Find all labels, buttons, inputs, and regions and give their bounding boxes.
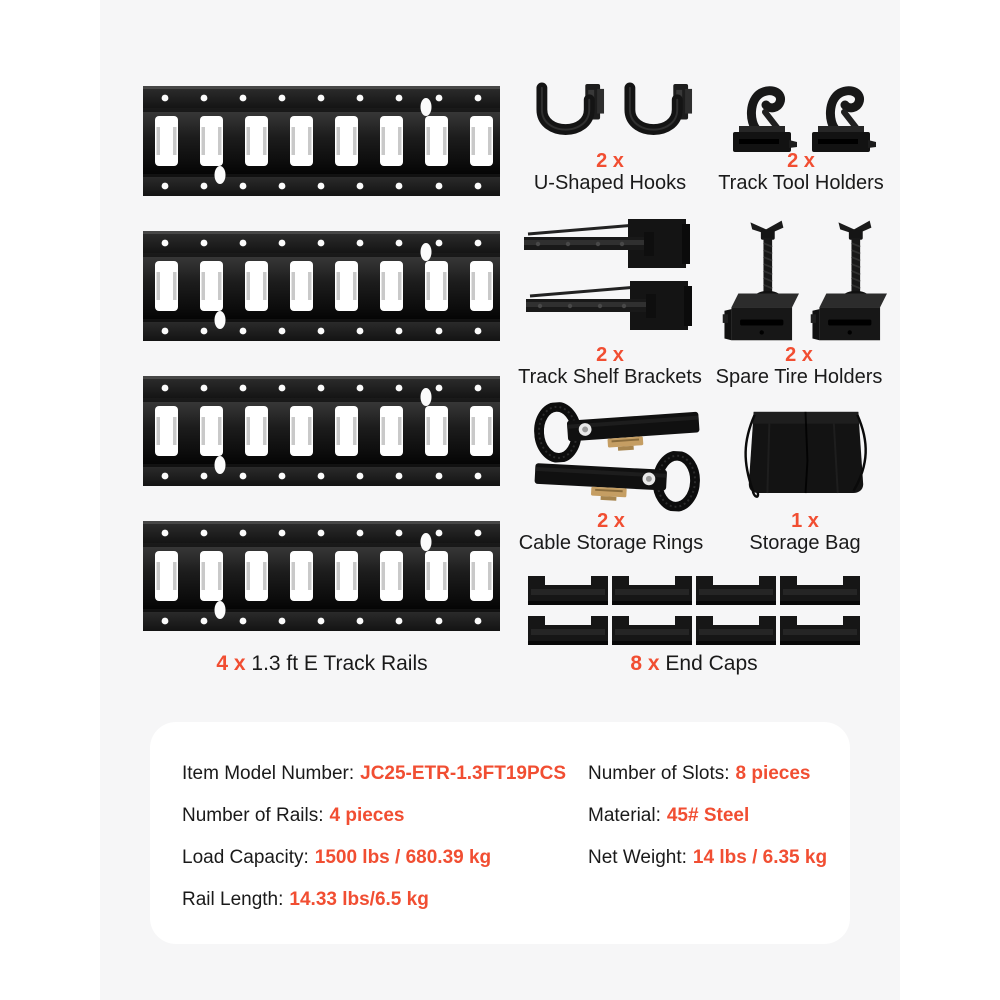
e-track-rail-illustration: [143, 228, 500, 343]
end-cap-icon: [528, 612, 608, 648]
spec-label: Rail Length:: [182, 889, 284, 910]
spec-value: 45# Steel: [666, 805, 750, 826]
item-name: Storage Bag: [749, 532, 861, 554]
item-count: 2 x: [787, 150, 815, 172]
rails-name: 1.3 ft E Track Rails: [251, 652, 428, 675]
end-cap-icon: [780, 612, 860, 648]
end-cap-icon: [696, 612, 776, 648]
spec-value: 8 pieces: [735, 763, 811, 784]
spec-value: 14.33 lbs/6.5 kg: [289, 889, 429, 910]
item-count: 1 x: [791, 510, 819, 532]
spec-value: 4 pieces: [329, 805, 405, 826]
end-caps-name: End Caps: [665, 652, 758, 675]
item-name: U-Shaped Hooks: [533, 172, 687, 194]
spec-net-weight: [588, 846, 827, 870]
spec-label: Number of Slots:: [588, 763, 730, 784]
item-name: Spare Tire Holders: [715, 366, 883, 388]
storage-bag-caption: [749, 510, 860, 555]
spare-tire-holder-icon: [716, 212, 804, 342]
spec-value: 1500 lbs / 680.39 kg: [314, 847, 492, 868]
rails-caption: [216, 652, 427, 676]
track-tool-holder-icon: [810, 84, 878, 154]
item-count: 2 x: [785, 344, 813, 366]
item-count: 2 x: [596, 150, 624, 172]
spec-material: [588, 804, 749, 828]
e-track-rail-illustration: [143, 83, 500, 198]
e-track-rail-illustration: [143, 518, 500, 633]
spec-label: Material:: [588, 805, 661, 826]
spare-tire-holders-caption: [716, 344, 883, 389]
spec-label: Load Capacity:: [182, 847, 309, 868]
spec-number-of-rails: [182, 804, 405, 828]
track-shelf-bracket-icon: [524, 216, 696, 274]
spec-label: Item Model Number:: [182, 763, 355, 784]
track-shelf-bracket-icon: [526, 278, 698, 336]
track-shelf-brackets-caption: [518, 344, 702, 389]
item-name: Track Shelf Brackets: [518, 366, 702, 388]
track-tool-holders-caption: [718, 150, 884, 195]
spec-load-capacity: [182, 846, 491, 870]
item-name: Track Tool Holders: [718, 172, 884, 194]
rails-count: 4 x: [216, 652, 246, 675]
end-caps-caption: [630, 652, 757, 676]
spec-value: 14 lbs / 6.35 kg: [692, 847, 828, 868]
spec-card: [150, 722, 850, 944]
track-tool-holder-icon: [731, 84, 799, 154]
spec-rail-length: [182, 888, 429, 912]
spec-value: JC25-ETR-1.3FT19PCS: [360, 763, 567, 784]
spec-label: Net Weight:: [588, 847, 687, 868]
end-cap-icon: [528, 572, 608, 608]
item-count: 2 x: [596, 344, 624, 366]
u-shaped-hook-icon: [528, 82, 612, 154]
cable-storage-rings-caption: [519, 510, 704, 555]
spec-label: Number of Rails:: [182, 805, 324, 826]
u-shaped-hook-icon: [616, 82, 700, 154]
spec-number-of-slots: [588, 762, 811, 786]
storage-bag-icon: [740, 396, 872, 506]
e-track-rail-illustration: [143, 373, 500, 488]
item-count: 2 x: [597, 510, 625, 532]
end-cap-icon: [612, 572, 692, 608]
end-cap-icon: [780, 572, 860, 608]
end-cap-icon: [612, 612, 692, 648]
end-caps-count: 8 x: [630, 652, 660, 675]
spare-tire-holder-icon: [804, 212, 892, 342]
spec-item-model-number: [182, 762, 566, 786]
u-shaped-hooks-caption: [534, 150, 686, 195]
end-cap-icon: [696, 572, 776, 608]
cable-storage-ring-icon: [527, 444, 702, 513]
item-name: Cable Storage Rings: [518, 532, 704, 554]
